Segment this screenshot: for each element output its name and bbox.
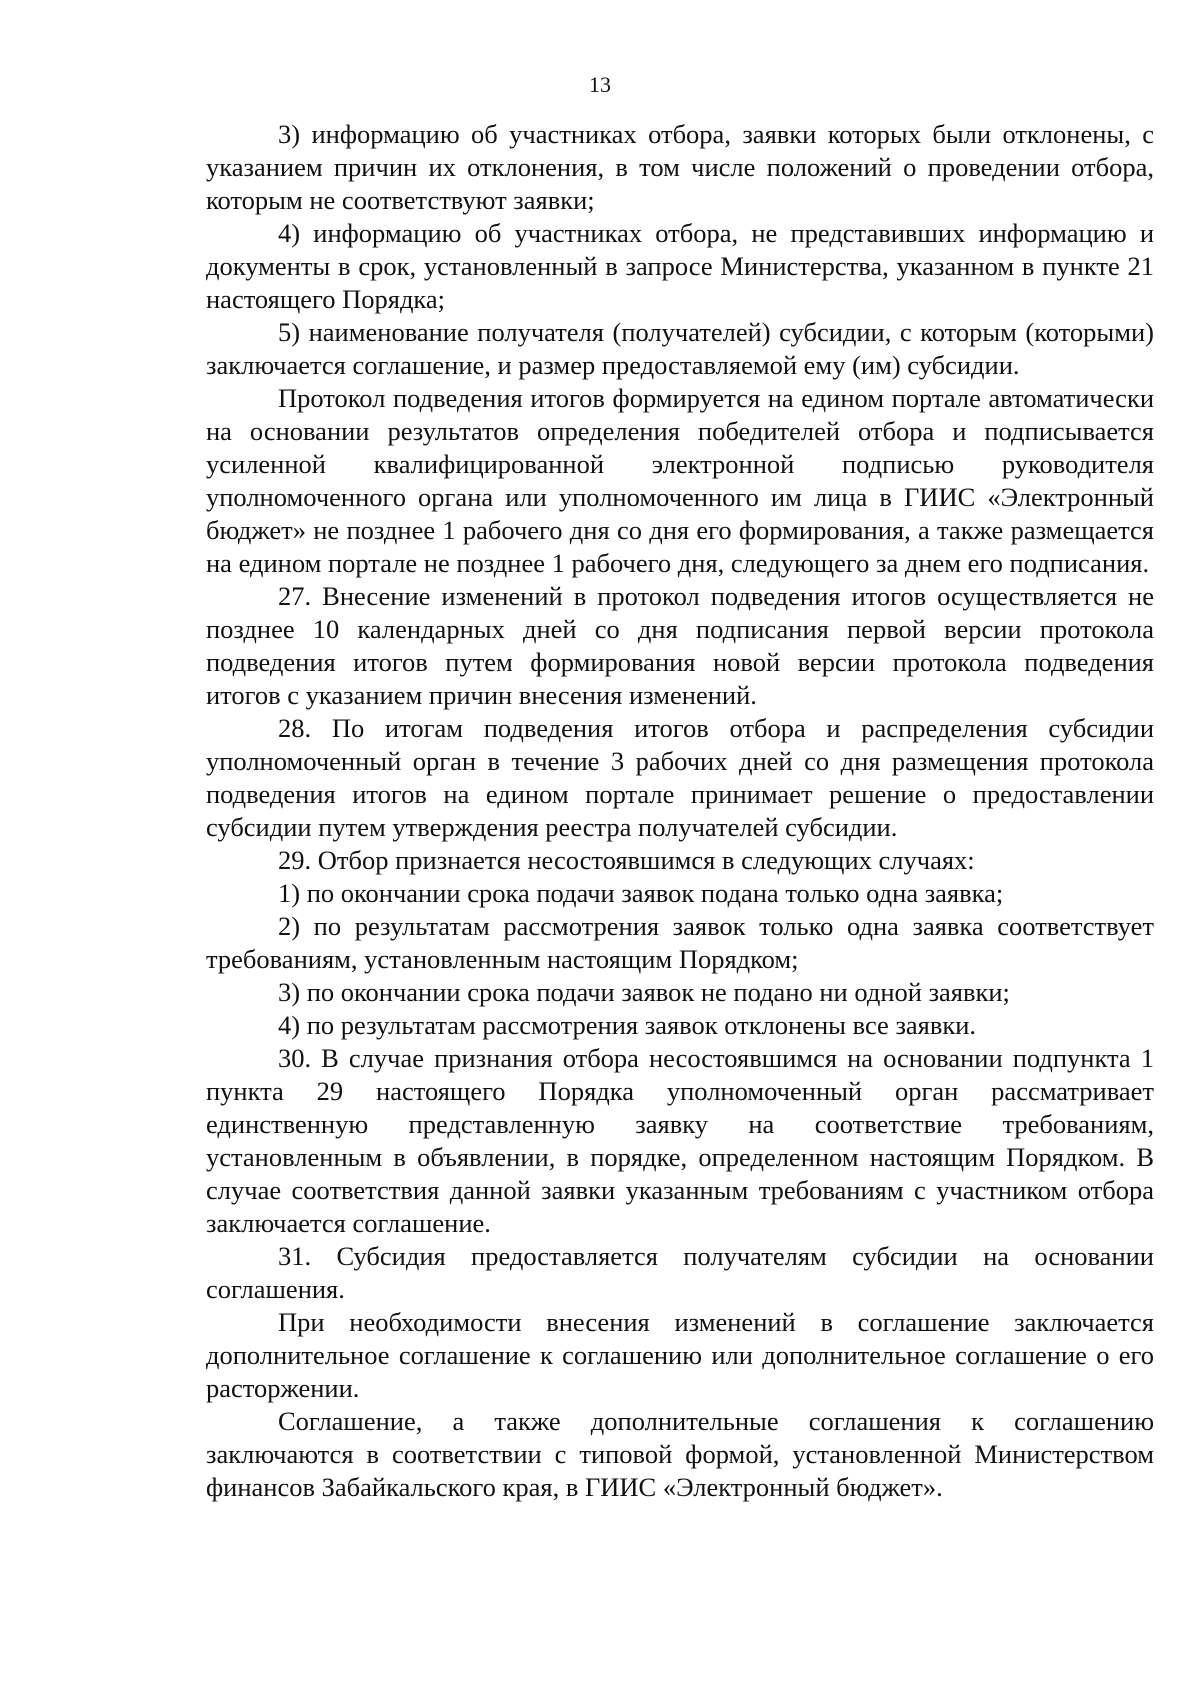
- paragraph-amendments: При необходимости внесения изменений в соглашение заключается дополнительное соглашение к соглашению или дополнительное соглашение о его расторжении.: [206, 1307, 1154, 1403]
- paragraph-typical-form: Соглашение, а также дополнительные соглашения к соглашению заключаются в соответствии с типовой формой, установленной Министерством финансов Забайкальского края, в ГИИС «Электронный бюджет».: [206, 1406, 1154, 1502]
- paragraph-protocol-signing: Протокол подведения итогов формируется на едином портале автоматически на основании результатов определения победителей отбора и подписывается усиленной квалифицированной электронной подписью руководителя уполномоченного органа или уполномоченного им лица в ГИИС «Электронный бюджет» не позднее 1 рабочего дня со дня его формирования, а также размещается на едином портале не позднее 1 рабочего дня, следующего за днем его подписания.: [206, 383, 1154, 578]
- paragraph-clause-29-item-3: 3) по окончании срока подачи заявок не подано ни одной заявки;: [278, 977, 1010, 1007]
- paragraph-item-3: 3) информацию об участниках отбора, заявки которых были отклонены, с указанием причин их отклонения, в том числе положений о проведении отбора, которым не соответствуют заявки;: [206, 119, 1154, 215]
- paragraph-clause-29: 29. Отбор признается несостоявшимся в следующих случаях:: [278, 845, 975, 875]
- paragraph-clause-29-item-1: 1) по окончании срока подачи заявок подана только одна заявка;: [278, 878, 1004, 908]
- paragraph-clause-27: 27. Внесение изменений в протокол подведения итогов осуществляется не позднее 10 календарных дней со дня подписания первой версии протокола подведения итогов путем формирования новой версии протокола подведения итогов с указанием причин внесения изменений.: [206, 581, 1154, 710]
- paragraph-item-5: 5) наименование получателя (получателей) субсидии, с которым (которыми) заключается соглашение, и размер предоставляемой ему (им) субсидии.: [206, 317, 1154, 380]
- page-number: 13: [589, 72, 611, 97]
- paragraph-clause-29-item-2: 2) по результатам рассмотрения заявок только одна заявка соответствует требованиям, установленным настоящим Порядком;: [206, 911, 1154, 974]
- paragraph-item-4: 4) информацию об участниках отбора, не представивших информацию и документы в срок, установленный в запросе Министерства, указанном в пункте 21 настоящего Порядка;: [206, 218, 1154, 314]
- document-body: [206, 118, 1154, 1504]
- paragraph-clause-29-item-4: 4) по результатам рассмотрения заявок отклонены все заявки.: [278, 1010, 977, 1040]
- paragraph-clause-28: 28. По итогам подведения итогов отбора и распределения субсидии уполномоченный орган в течение 3 рабочих дней со дня размещения протокола подведения итогов на едином портале принимает решение о предоставлении субсидии путем утверждения реестра получателей субсидии.: [206, 713, 1154, 842]
- paragraph-clause-31: 31. Субсидия предоставляется получателям субсидии на основании соглашения.: [206, 1241, 1154, 1304]
- paragraph-clause-30: 30. В случае признания отбора несостоявшимся на основании подпункта 1 пункта 29 настоящего Порядка уполномоченный орган рассматривает единственную представленную заявку на соответствие требованиям, установленным в объявлении, в порядке, определенном настоящим Порядком. В случае соответствия данной заявки указанным требованиям с участником отбора заключается соглашение.: [206, 1043, 1154, 1238]
